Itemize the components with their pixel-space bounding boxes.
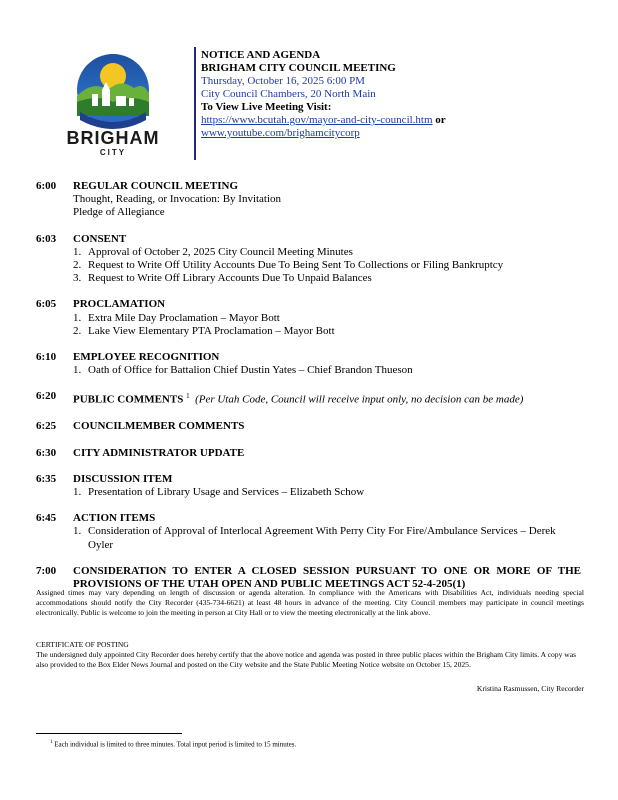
subitem-text: Approval of October 2, 2025 City Council Meeting Minutes: [88, 245, 353, 258]
subitem-text: Request to Write Off Utility Accounts Due To Being Sent To Collections or Filing Bankruptcy: [88, 259, 504, 272]
subitem-number: 1.: [73, 311, 82, 324]
subitem-text: Request to Write Off Library Accounts Due To Unpaid Balances: [88, 272, 372, 285]
agenda-title-text: PUBLIC COMMENTS: [73, 394, 184, 407]
agenda-title: [73, 390, 581, 407]
agenda-subitem: [36, 325, 581, 338]
certificate-heading: CERTIFICATE OF POSTING: [36, 640, 129, 649]
logo-subtitle: CITY: [99, 148, 127, 157]
logo-wordmark: BRIGHAM: [66, 128, 160, 148]
agenda-subitem: [36, 525, 581, 551]
footnote-text: Each individual is limited to three minutes. Total input period is limited to 15 minutes.: [54, 740, 297, 749]
agenda-time: 6:30: [36, 446, 57, 459]
subitem-number: 3.: [73, 272, 82, 285]
certificate-of-posting: [36, 640, 584, 670]
agenda-line: Pledge of Allegiance: [73, 206, 165, 219]
footnote-mark: 1: [50, 740, 53, 745]
agenda-item: [36, 420, 581, 433]
council-webpage-link[interactable]: https://www.bcutah.gov/mayor-and-city-council.htm: [201, 114, 433, 126]
agenda-subitem: [36, 486, 581, 499]
subitem-text: Consideration of Approval of Interlocal Agreement With Perry City For Fire/Ambulance Services – Derek Oyler: [88, 525, 556, 551]
agenda-time: 6:45: [36, 512, 57, 525]
meeting-date: Thursday, October 16, 2025 6:00 PM: [201, 75, 365, 87]
agenda-time: 6:25: [36, 420, 57, 433]
header-block: [201, 49, 446, 140]
or-text: or: [435, 114, 446, 126]
subitem-text: Extra Mile Day Proclamation – Mayor Bott: [88, 311, 280, 324]
subitem-number: 2.: [73, 259, 82, 272]
agenda-title: DISCUSSION ITEM: [73, 472, 173, 485]
view-live-label: To View Live Meeting Visit:: [201, 101, 332, 113]
agenda-item: [36, 298, 581, 338]
subitem-number: 2.: [73, 324, 82, 337]
footnote-divider: [36, 733, 182, 734]
agenda-item: [36, 473, 581, 499]
subitem-text: Oath of Office for Battalion Chief Dustin Yates – Chief Brandon Thueson: [88, 364, 413, 377]
public-comment-note: (Per Utah Code, Council will receive input only, no decision can be made): [195, 394, 524, 407]
footnote: [50, 740, 296, 748]
agenda-time: 7:00: [36, 564, 57, 577]
agenda-item: [36, 447, 581, 460]
agenda-time: 6:10: [36, 351, 57, 364]
header-divider: [194, 47, 196, 160]
footnote-reference: 1: [186, 392, 190, 401]
certificate-text: The undersigned duly appointed City Recorder does hereby certify that the above notice and agenda was posted in three public places within the Brigham City limits. A copy was also provided to the Box Elder News Journal and posted on the City website and the State Public Meeting Notice website on October 15, 2025.: [36, 650, 577, 669]
agenda-list: [36, 180, 581, 604]
agenda-title: COUNCILMEMBER COMMENTS: [73, 420, 245, 433]
subitem-text: Lake View Elementary PTA Proclamation – Mayor Bott: [88, 324, 335, 337]
agenda-title: CONSIDERATION TO ENTER A CLOSED SESSION PURSUANT TO ONE OR MORE OF THE PROVISIONS OF THE UTAH OPEN AND PUBLIC MEETINGS ACT 52-4-205(1): [73, 564, 581, 590]
agenda-title: ACTION ITEMS: [73, 512, 156, 525]
agenda-time: 6:03: [36, 232, 57, 245]
agenda-item: [36, 233, 581, 286]
agenda-line: Thought, Reading, or Invocation: By Invitation: [73, 193, 282, 206]
agenda-item: [36, 180, 581, 220]
agenda-item: [36, 390, 581, 407]
agenda-time: 6:00: [36, 180, 57, 192]
meeting-title: BRIGHAM CITY COUNCIL MEETING: [201, 62, 396, 74]
youtube-link[interactable]: www.youtube.com/brighamcitycorp: [201, 127, 360, 139]
meeting-location: City Council Chambers, 20 North Main: [201, 88, 376, 100]
agenda-title: PROCLAMATION: [73, 298, 166, 311]
agenda-time: 6:35: [36, 472, 57, 485]
subitem-number: 1.: [73, 245, 82, 258]
subitem-number: 1.: [73, 485, 82, 498]
agenda-title: CITY ADMINISTRATOR UPDATE: [73, 446, 245, 459]
agenda-subitem: [36, 312, 581, 325]
subitem-text: Presentation of Library Usage and Services – Elizabeth Schow: [88, 485, 365, 498]
disclaimer-text: Assigned times may vary depending on length of discussion or agenda alteration. In compliance with the Americans with Disabilities Act, individuals needing special accommodations should notify the City Recorder (435-734-6621) at least 48 hours in advance of the meeting. City Council members may participate in council meetings electronically. Public is welcome to join the meeting in person at City Hall or to view the meeting electronically at the link above.: [36, 588, 584, 617]
notice-title: NOTICE AND AGENDA: [201, 49, 321, 61]
agenda-item: [36, 351, 581, 377]
agenda-title: EMPLOYEE RECOGNITION: [73, 351, 220, 364]
recorder-signature: Kristina Rasmussen, City Recorder: [476, 684, 584, 693]
agenda-subitem: [36, 364, 581, 377]
agenda-title: CONSENT: [73, 232, 127, 245]
subitem-number: 1.: [73, 525, 82, 538]
subitem-number: 1.: [73, 364, 82, 377]
agenda-time: 6:20: [36, 390, 57, 403]
agenda-subitem: [36, 259, 581, 272]
agenda-time: 6:05: [36, 298, 57, 311]
agenda-item: [36, 512, 581, 552]
agenda-title: REGULAR COUNCIL MEETING: [73, 180, 239, 192]
agenda-subitem: [36, 272, 581, 285]
agenda-subitem: [36, 246, 581, 259]
